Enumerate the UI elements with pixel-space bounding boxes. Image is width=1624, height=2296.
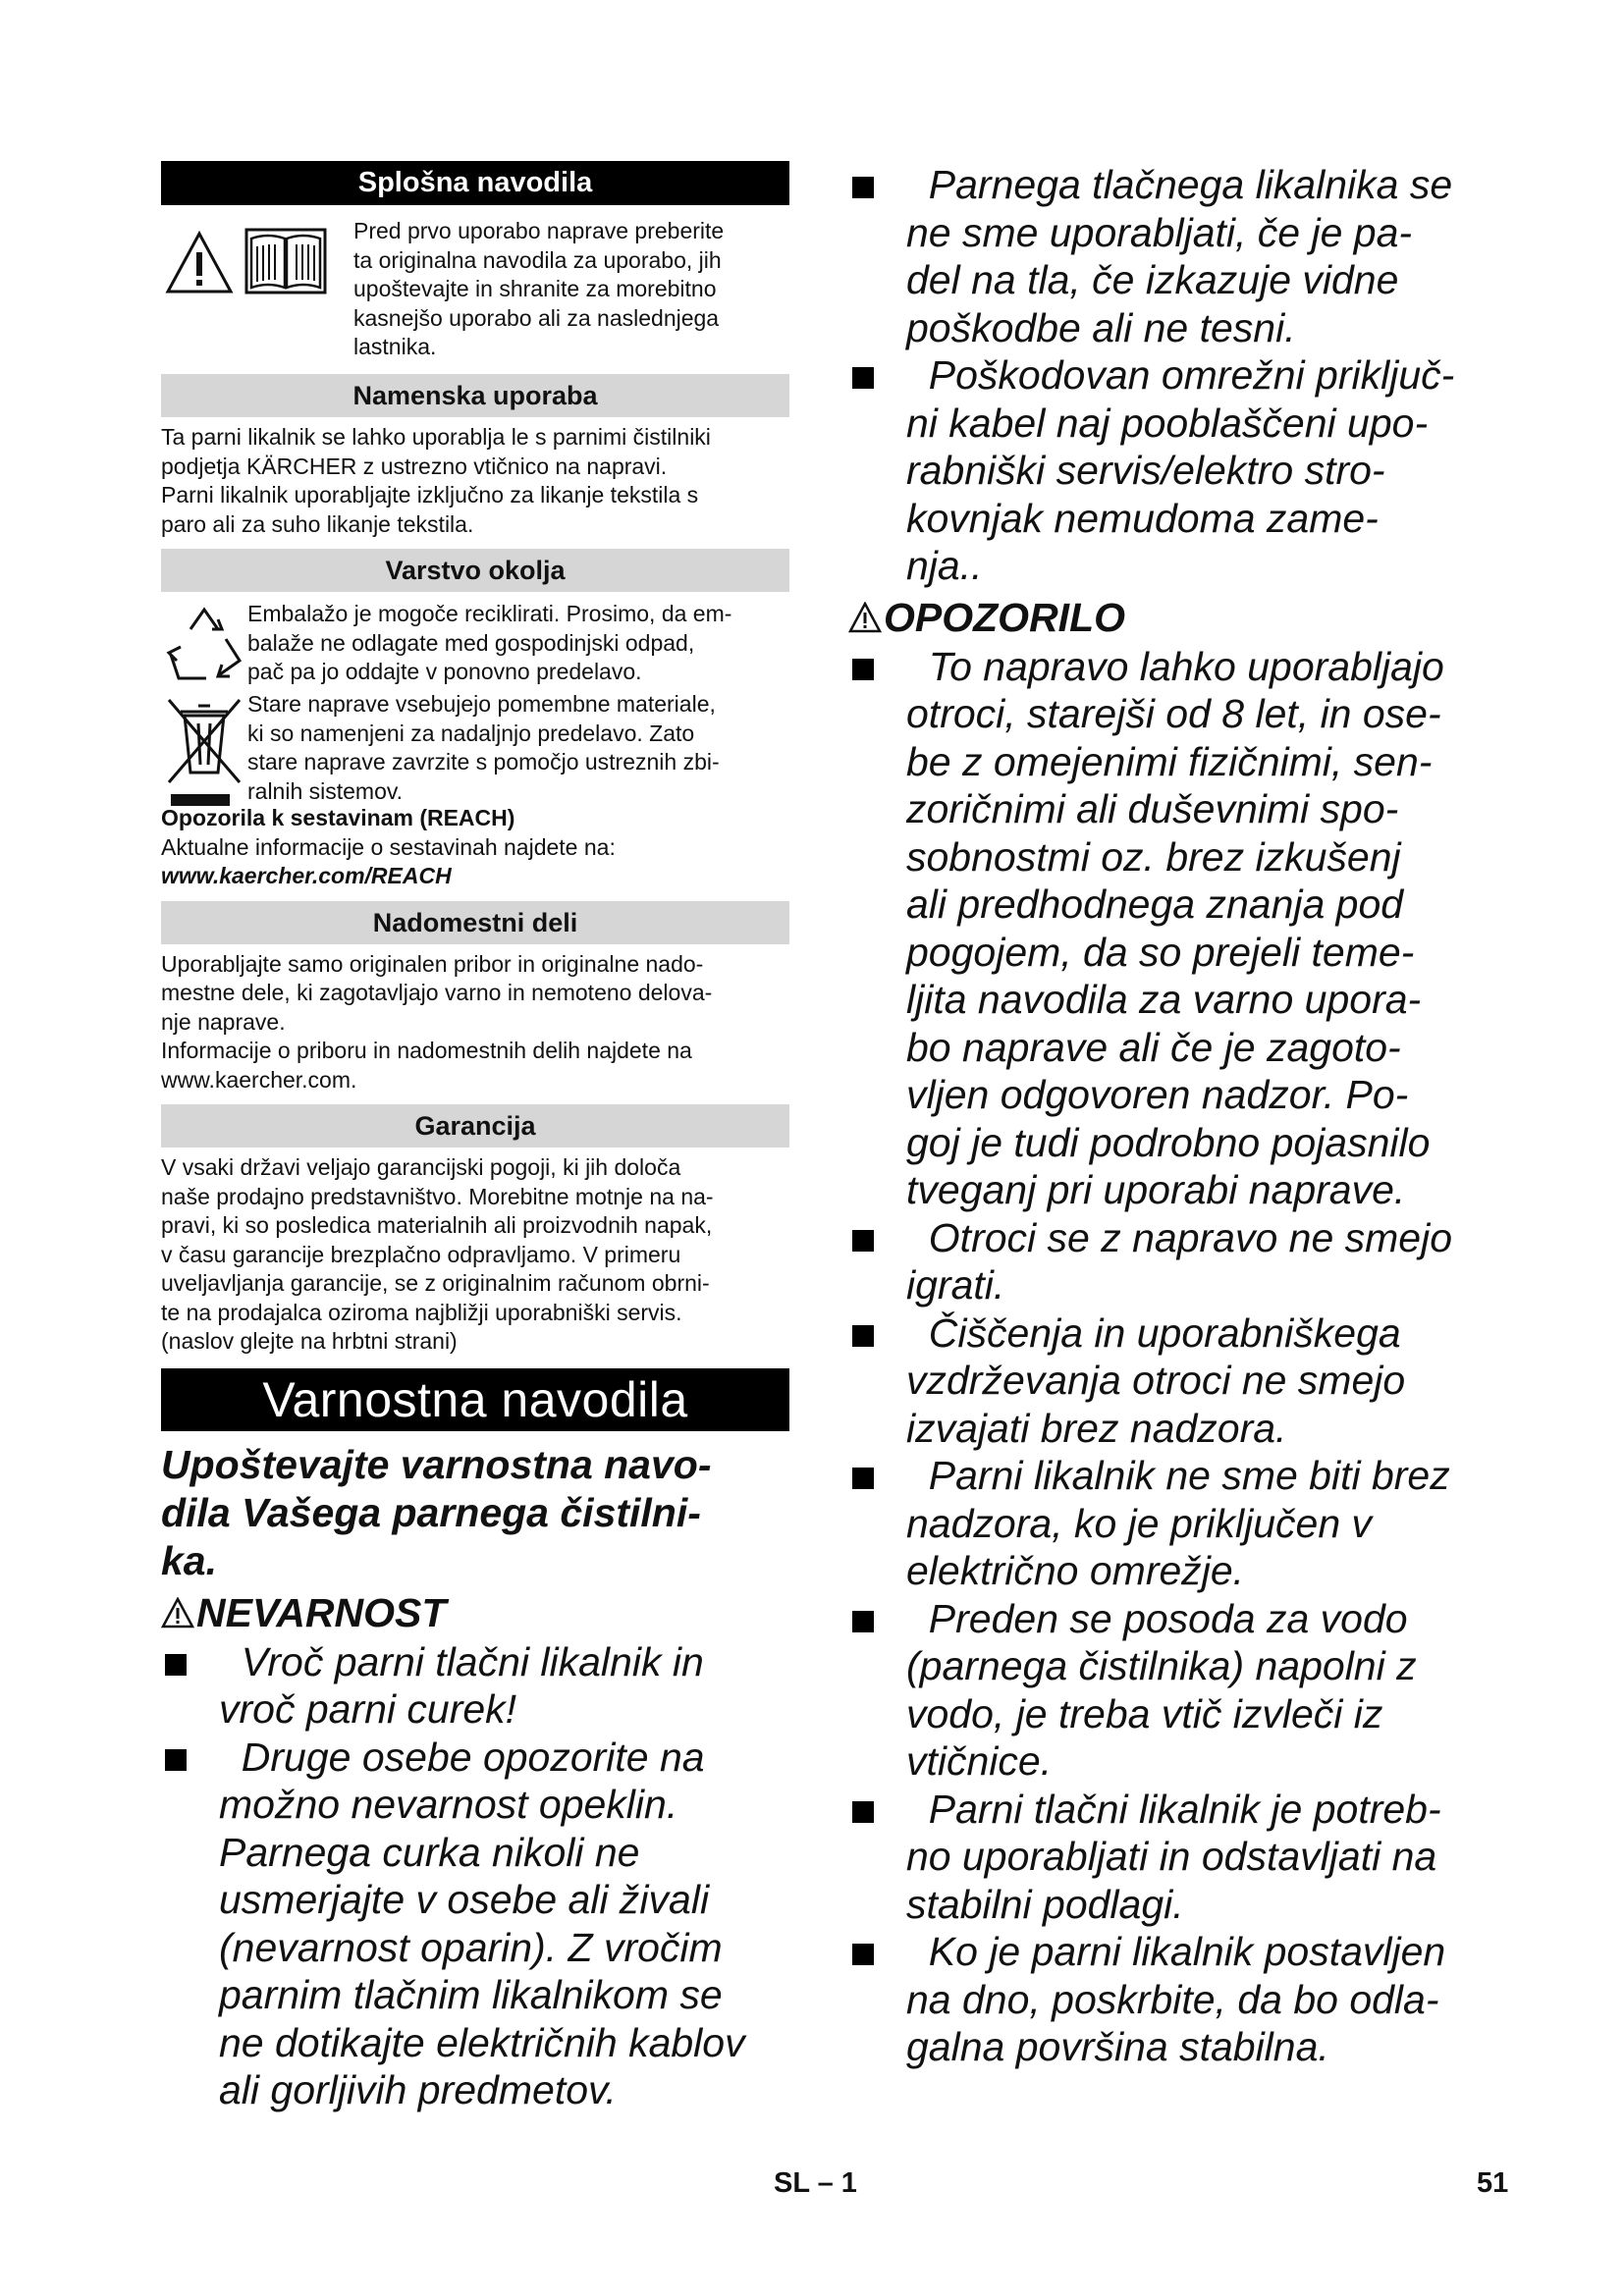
bullet-square [852,1230,874,1252]
warning-bullet [848,1452,1477,1595]
warning-label: OPOZORILO [884,594,1125,640]
weee-text: Stare naprave vsebujejo pomembne materiale, ki so namenjeni za nadaljnjo predelavo. Zato stare naprave zavrzite s pomočjo ustreznih zbi- ralnih sistemov. [247,691,720,804]
warning-bullet-text: To napravo lahko uporabljajo otroci, starejši od 8 let, in ose- be z omejenimi fizičnimi, sen- zoričnimi ali duševnimi spo- sobnostmi oz. brez izkušenj ali predhodnega znanja pod pogojem, da so prejeli teme- ljita navodila za varno upora- bo naprave ali če je zagoto- vljen odgovoren nadzor. Po- goj je tudi podrobno pojasnilo tveganj pri uporabi naprave. [906,643,1444,1212]
spare-parts-text: Uporabljajte samo originalen pribor in originalne nado- mestne dele, ki zagotavljajo varno in nemoteno delova- nje naprave. Informacije o priboru in nadomestnih delih najdete na www.kaercher.com. [161,950,713,1093]
section-title-warranty: Garancija [161,1104,789,1148]
section-title-intended-use: Namenska uporaba [161,374,789,417]
warning-heading [848,592,1477,643]
warning-triangle-icon [161,1597,194,1629]
warning-bullet [848,1786,1477,1929]
intro-icons [161,217,353,364]
warning-bullet [848,1928,1477,2071]
footer-section-label: SL – 1 [774,2167,857,2199]
bullet-square [852,367,874,389]
bullet-square [852,1611,874,1632]
bullet-square [852,1801,874,1823]
danger-bullet [161,1734,789,2114]
warning-bullet-text: Parni likalnik ne sme biti brez nadzora, ko je priključen v električno omrežje. [906,1453,1450,1593]
warning-bullet-text: Preden se posoda za vodo (parnega čistilnika) napolni z vodo, je treba vtič izvleči iz vtičnice. [906,1595,1417,1784]
warning-triangle-icon [165,231,234,295]
crossed-bin-icon [161,690,247,806]
danger-bullet-text: Vroč parni tlačni likalnik in vroč parni curek! [219,1638,704,1732]
left-column [161,161,789,2114]
intended-use-text: Ta parni likalnik se lahko uporablja le s parnimi čistilniki podjetja KÄRCHER z ustrezno vtičnico na napravi. Parni likalnik uporabljajte izključno za likanje tekstila s paro ali za suho likanje tekstila. [161,424,711,537]
section-title-spare-parts: Nadomestni deli [161,901,789,944]
section-title-safety: Varnostna navodila [161,1368,789,1431]
warning-bullet-text: Parni tlačni likalnik je potreb- no uporabljati in odstavljati na stabilni podlagi. [906,1786,1441,1927]
section-title-general: Splošna navodila [161,161,789,205]
warning-bullet [848,1595,1477,1786]
safety-subtitle: Upoštevajte varnostna navo- dila Vašega parnega čistilni- ka. [161,1441,712,1583]
right-column [848,161,1477,2071]
reach-text: Aktualne informacije o sestavinah najdete na: [161,833,616,860]
section-title-environment: Varstvo okolja [161,549,789,592]
general-intro [161,217,789,364]
general-text: Pred prvo uporabo naprave preberite ta originalna navodila za uporabo, jih upoštevajte in shranite za morebitno kasnejšo uporabo ali za naslednjega lastnika. [353,218,725,359]
warning-bullet [848,643,1477,1214]
bullet-square [165,1654,187,1676]
warning-bullet [848,1309,1477,1453]
warning-bullet [848,1214,1477,1309]
recycle-row [161,600,789,694]
safety-bullet [848,161,1477,351]
bullet-square [852,1325,874,1347]
reach-heading: Opozorila k sestavinam (REACH) [161,805,515,830]
danger-bullet-text: Druge osebe opozorite na možno nevarnost opeklin. Parnega curka nikoli ne usmerjajte v osebe ali živali (nevarnost oparin). Z vročim parnim tlačnim likalnikom se ne dotikajte električnih kablov ali gorljivih predmetov. [219,1734,745,2112]
bullet-square [852,659,874,680]
bullet-square [852,1468,874,1489]
warranty-text: V vsaki državi veljajo garancijski pogoji, ki jih določa naše prodajno predstavništvo. Morebitne motnje na na- pravi, ki so posledica materialnih ali proizvodnih napak, v času garancije brezplačno odpravljamo. V primeru uveljavljanja garancije, se z originalnim računom obrni- te na prodajalca oziroma najbližji uporabniški servis. (naslov glejte na hrbtni strani) [161,1154,714,1354]
bullet-square [165,1749,187,1771]
recycle-icon [161,600,247,694]
danger-heading [161,1587,789,1638]
warning-bullet-text: Čiščenja in uporabniškega vzdrževanja otroci ne smejo izvajati brez nadzora. [906,1309,1406,1451]
warning-bullet-text: Otroci se z napravo ne smejo igrati. [906,1214,1453,1308]
weee-row [161,690,789,806]
reach-link[interactable]: www.kaercher.com/REACH [161,863,452,888]
danger-bullet [161,1638,789,1734]
bullet-square [852,1944,874,1965]
safety-bullet [848,351,1477,590]
page-number: 51 [1477,2167,1509,2199]
danger-label: NEVARNOST [196,1589,447,1635]
recycle-text: Embalažo je mogoče reciklirati. Prosimo, da em- balaže ne odlagate med gospodinjski odpad, pač pa jo oddajte v ponovno predelavo. [247,601,732,684]
manual-book-icon [244,227,328,295]
safety-bullet-text: Poškodovan omrežni priključ- ni kabel naj pooblaščeni upo- rabniški servis/elektro stro- kovnjak nemudoma zame- nja.. [906,352,1455,588]
bullet-square [852,177,874,198]
warning-triangle-icon [848,602,882,633]
warning-bullet-text: Ko je parni likalnik postavljen na dno, poskrbite, da bo odla- galna površina stabilna. [906,1929,1446,2069]
safety-bullet-text: Parnega tlačnega likalnika se ne sme uporabljati, če je pa- del na tla, če izkazuje vidne poškodbe ali ne tesni. [906,162,1453,350]
